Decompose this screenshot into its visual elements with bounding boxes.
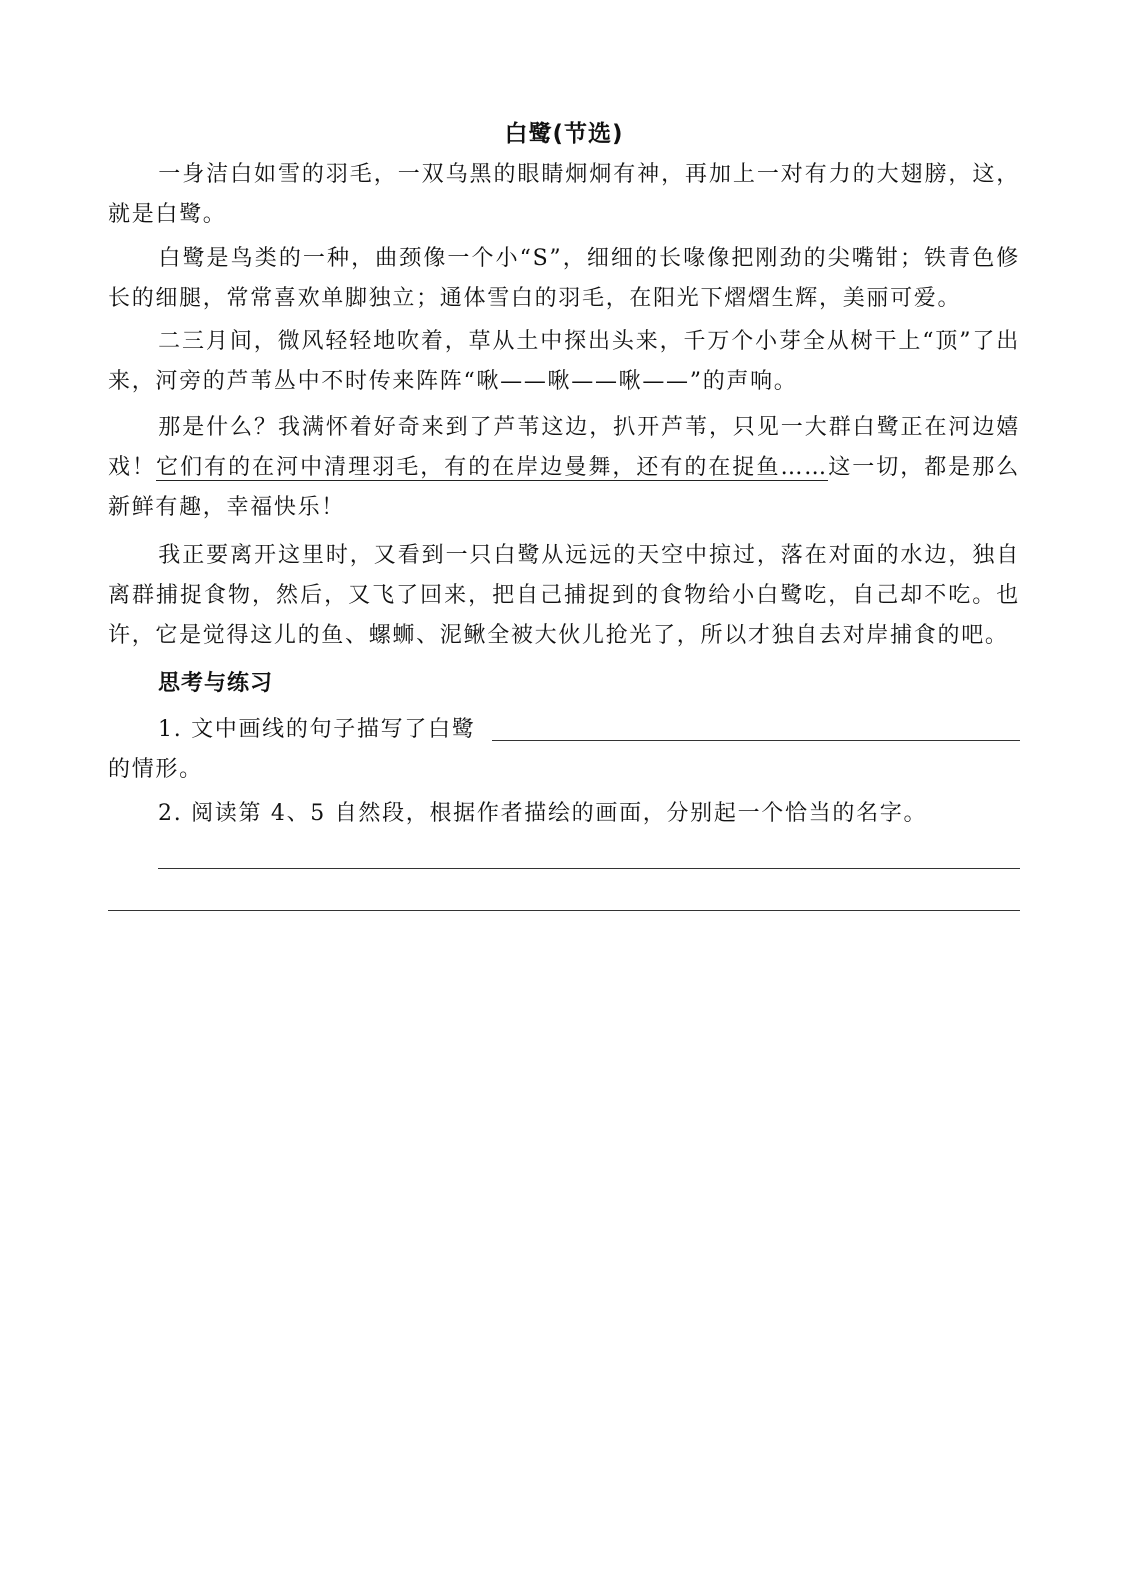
paragraph-4 xyxy=(108,408,1020,528)
passage-title: 白鹭(节选) xyxy=(504,121,624,147)
answer-line-q2-2[interactable] xyxy=(108,910,1020,911)
answer-blank-q1[interactable] xyxy=(492,740,1020,741)
exercise-heading: 思考与练习 xyxy=(158,671,274,696)
paragraph-2 xyxy=(108,239,1020,319)
paragraph-5-text: 我正要离开这里时，又看到一只白鹭从远远的天空中掠过，落在对面的水边，独自离群捕捉食物，然后，又飞了回来，把自己捕捉到的食物给小白鹭吃，自己却不吃。也许，它是觉得这儿的鱼、螺蛳、泥鳅全被大伙儿抢光了，所以才独自去对岸捕食的吧。 xyxy=(108,543,1020,648)
paragraph-5 xyxy=(108,536,1020,656)
paragraph-1 xyxy=(108,155,1020,235)
underlined-sentence: 它们有的在河中清理羽毛，有的在岸边曼舞，还有的在捉鱼…… xyxy=(156,455,828,480)
paragraph-3-text: 二三月间，微风轻轻地吹着，草从土中探出头来，千万个小芽全从树干上“顶”了出来，河旁的芦苇丛中不时传来阵阵“啾——啾——啾——”的声响。 xyxy=(108,329,1020,394)
paragraph-3 xyxy=(108,322,1020,402)
paragraph-4-text-before: 那是什么？我满怀着好奇来到了芦苇这边，扒开芦苇，只见一大群白鹭正在河边嬉戏！ xyxy=(108,415,1020,480)
paragraph-4-text-after: 这一切，都是那么新鲜有趣，幸福快乐！ xyxy=(108,455,1021,520)
answer-line-q2-1[interactable] xyxy=(158,868,1020,869)
question-1-suffix: 的情形。 xyxy=(108,757,203,782)
question-1-prefix: 1. 文中画线的句子描写了白鹭 xyxy=(158,717,476,742)
paragraph-2-text: 白鹭是鸟类的一种，曲颈像一个小“S”，细细的长喙像把刚劲的尖嘴钳；铁青色修长的细腿，常常喜欢单脚独立；通体雪白的羽毛，在阳光下熠熠生辉，美丽可爱。 xyxy=(108,246,1020,311)
paragraph-1-text: 一身洁白如雪的羽毛，一双乌黑的眼睛炯炯有神，再加上一对有力的大翅膀，这，就是白鹭。 xyxy=(108,162,1020,227)
question-2: 2. 阅读第 4、5 自然段，根据作者描绘的画面，分别起一个恰当的名字。 xyxy=(158,801,928,826)
